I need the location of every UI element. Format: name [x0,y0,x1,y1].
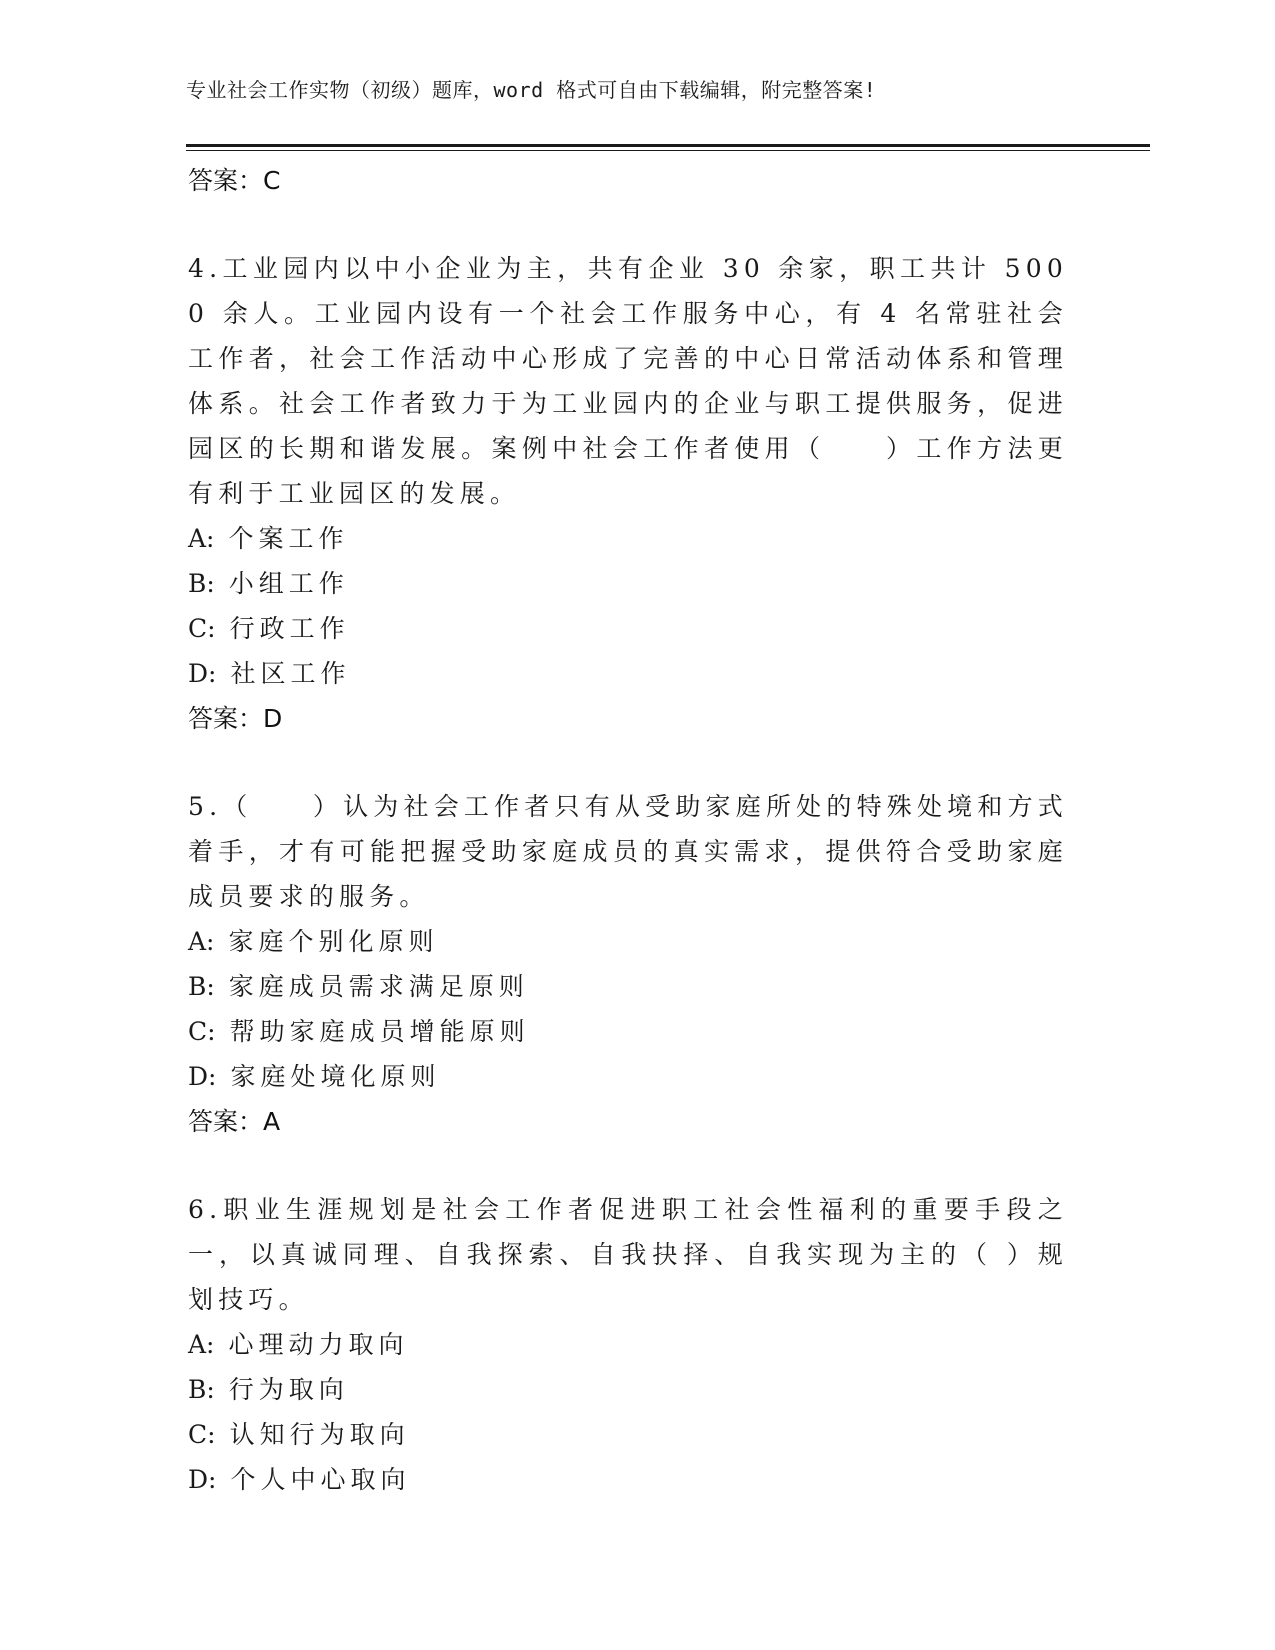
option-text: 行政工作 [229,614,350,643]
option-letter: D: [188,1062,217,1091]
option-d [188,1054,1068,1099]
option-text: 认知行为取向 [229,1420,410,1449]
option-text: 帮助家庭成员增能原则 [229,1017,530,1046]
option-text: 个人中心取向 [230,1465,411,1494]
header-rule-thick [186,144,1150,147]
option-text: 心理动力取向 [228,1330,409,1359]
answer-line: 答案：D [188,704,283,733]
previous-answer: 答案：C [188,166,281,195]
option-letter: B: [188,1375,215,1404]
option-a [188,1322,1068,1367]
option-text: 社区工作 [230,659,351,688]
option-text: 家庭个别化原则 [228,927,439,956]
option-text: 家庭处境化原则 [230,1062,441,1091]
header-rule-thin [186,150,1150,151]
option-text: 行为取向 [228,1375,349,1404]
option-letter: C: [188,614,216,643]
option-c [188,1412,1068,1457]
option-text: 家庭成员需求满足原则 [228,972,529,1001]
question-5 [188,784,1068,1145]
option-letter: B: [188,972,215,1001]
option-letter: C: [188,1420,216,1449]
question-stem: 6.职业生涯规划是社会工作者促进职工社会性福利的重要手段之一，以真诚同理、自我探索、自我抉择、自我实现为主的（ ）规划技巧。 [188,1195,1068,1314]
question-6 [188,1187,1068,1502]
option-c [188,1009,1068,1054]
option-b [188,964,1068,1009]
option-b [188,561,1068,606]
option-letter: A: [188,927,215,956]
question-content [188,158,1068,1502]
option-letter: B: [188,569,215,598]
option-letter: C: [188,1017,216,1046]
question-4 [188,246,1068,742]
answer-line: 答案：A [188,1107,281,1136]
option-d [188,651,1068,696]
question-stem: 5.（ ）认为社会工作者只有从受助家庭所处的特殊处境和方式着手，才有可能把握受助家庭成员的真实需求，提供符合受助家庭成员要求的服务。 [188,792,1068,911]
option-c [188,606,1068,651]
option-text: 小组工作 [228,569,349,598]
option-letter: A: [188,1330,215,1359]
option-a [188,516,1068,561]
question-stem: 4.工业园内以中小企业为主，共有企业 30 余家，职工共计 5000 余人。工业园内设有一个社会工作服务中心，有 4 名常驻社会工作者，社会工作活动中心形成了完善的中心日常活动体系和管理体系。社会工作者致力于为工业园内的企业与职工提供服务，促进园区的长期和谐发展。案例中社会工作者使用（ ）工作方法更有利于工业园区的发展。 [188,254,1068,508]
option-letter: A: [188,524,215,553]
option-b [188,1367,1068,1412]
option-a [188,919,1068,964]
option-letter: D: [188,659,217,688]
page-header: 专业社会工作实物（初级）题库，word 格式可自由下载编辑，附完整答案! [186,78,877,102]
option-d [188,1457,1068,1502]
option-text: 个案工作 [228,524,349,553]
option-letter: D: [188,1465,217,1494]
